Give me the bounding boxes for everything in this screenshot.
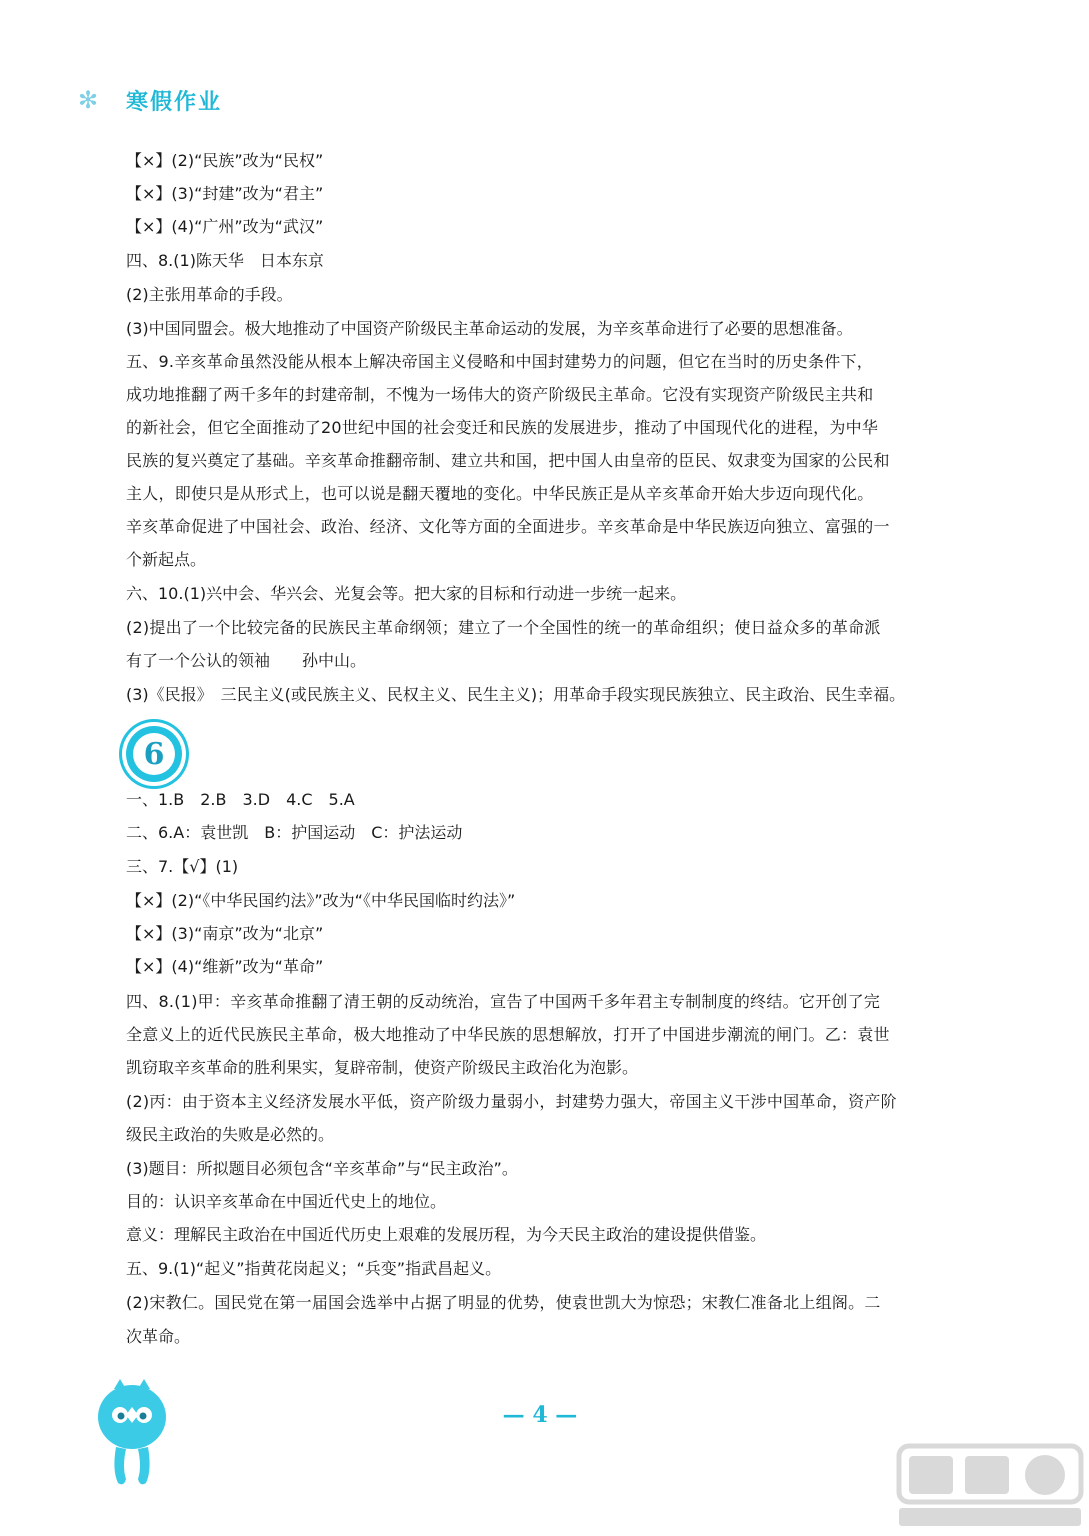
answer-line: 个新起点。	[126, 550, 207, 569]
answer-line: (2)宋教仁。国民党在第一届国会选举中占据了明显的优势，使袁世凯大为惊恐；宋教仁准备北上组阁。二	[126, 1293, 881, 1312]
answer-line: 目的：认识辛亥革命在中国近代史上的地位。	[126, 1192, 447, 1211]
answer-line: 成功地推翻了两千多年的封建帝制，不愧为一场伟大的资产阶级民主革命。它没有实现资产阶级民主共和	[126, 385, 874, 404]
answer-line: (2)提出了一个比较完备的民族民主革命纲领；建立了一个全国性的统一的革命组织；使日益众多的革命派	[126, 618, 881, 637]
answer-line: 五、9.辛亥革命虽然没能从根本上解决帝国主义侵略和中国封建势力的问题，但它在当时的历史条件下，	[126, 352, 874, 371]
header-title: 寒假作业	[126, 89, 223, 115]
answer-line: 六、10.(1)兴中会、华兴会、光复会等。把大家的目标和行动进一步统一起来。	[126, 584, 687, 603]
answer-line: 四、8.(1)甲：辛亥革命推翻了清王朝的反动统治，宣告了中国两千多年君主专制制度的终结。它开创了完	[126, 992, 881, 1011]
answer-line: 级民主政治的失败是必然的。	[126, 1125, 335, 1144]
mascot-icon	[92, 1375, 172, 1495]
answer-line: 辛亥革命促进了中国社会、政治、经济、文化等方面的全面进步。辛亥革命是中华民族迈向独立、富强的一	[126, 517, 890, 536]
answer-line: 民族的复兴奠定了基础。辛亥革命推翻帝制、建立共和国，把中国人由皇帝的臣民、奴隶变为国家的公民和	[126, 451, 890, 470]
answer-line: 一、1.B 2.B 3.D 4.C 5.A	[126, 790, 355, 809]
answer-line: 【×】(4)“广州”改为“武汉”	[126, 217, 324, 236]
answer-line: 【×】(2)“《中华民国约法》”改为“《中华民国临时约法》”	[126, 891, 516, 910]
answer-line: 意义：理解民主政治在中国近代历史上艰难的发展历程，为今天民主政治的建设提供借鉴。	[126, 1225, 767, 1244]
answer-line: 【×】(3)“南京”改为“北京”	[126, 924, 324, 943]
answer-line: (3)《民报》 三民主义(或民族主义、民权主义、民生主义)；用革命手段实现民族独立、民主政治、民生幸福。	[126, 685, 906, 704]
answer-line: 主人，即使只是从形式上，也可以说是翻天覆地的变化。中华民族正是从辛亥革命开始大步迈向现代化。	[126, 484, 874, 503]
answer-line: 三、7.【√】(1)	[126, 857, 239, 876]
section-number: 6	[133, 733, 175, 775]
answer-line: (3)中国同盟会。极大地推动了中国资产阶级民主革命运动的发展，为辛亥革命进行了必要的思想准备。	[126, 319, 853, 338]
answer-line: 五、9.(1)“起义”指黄花岗起义；“兵变”指武昌起义。	[126, 1259, 502, 1278]
answer-line: 【×】(2)“民族”改为“民权”	[126, 151, 324, 170]
page-header	[78, 80, 222, 120]
answer-line: 的新社会，但它全面推动了20世纪中国的社会变迁和民族的发展进步，推动了中国现代化的进程，为中华	[126, 418, 879, 437]
answer-line: 全意义上的近代民族民主革命，极大地推动了中华民族的思想解放，打开了中国进步潮流的闸门。乙：袁世	[126, 1025, 890, 1044]
page-number: — 4 —	[502, 1402, 578, 1428]
answer-line: (3)题目：所拟题目必须包含“辛亥革命”与“民主政治”。	[126, 1159, 518, 1178]
section-number-badge	[126, 726, 182, 782]
answer-line: 【×】(3)“封建”改为“君主”	[126, 184, 324, 203]
snowflake-icon: ✻	[78, 86, 99, 114]
answer-line: 有了一个公认的领袖 孙中山。	[126, 651, 367, 670]
answer-line: (2)丙：由于资本主义经济发展水平低，资产阶级力量弱小，封建势力强大，帝国主义干涉中国革命，资产阶	[126, 1092, 897, 1111]
answer-line: 二、6.A：袁世凯 B：护国运动 C：护法运动	[126, 823, 463, 842]
answer-line: 四、8.(1)陈天华 日本东京	[126, 251, 324, 270]
answer-line: 次革命。	[126, 1327, 191, 1346]
answer-line: 【×】(4)“维新”改为“革命”	[126, 957, 324, 976]
answer-line: (2)主张用革命的手段。	[126, 285, 293, 304]
watermark-logo	[895, 1440, 1085, 1530]
answer-line: 凯窃取辛亥革命的胜利果实，复辟帝制，使资产阶级民主政治化为泡影。	[126, 1058, 639, 1077]
